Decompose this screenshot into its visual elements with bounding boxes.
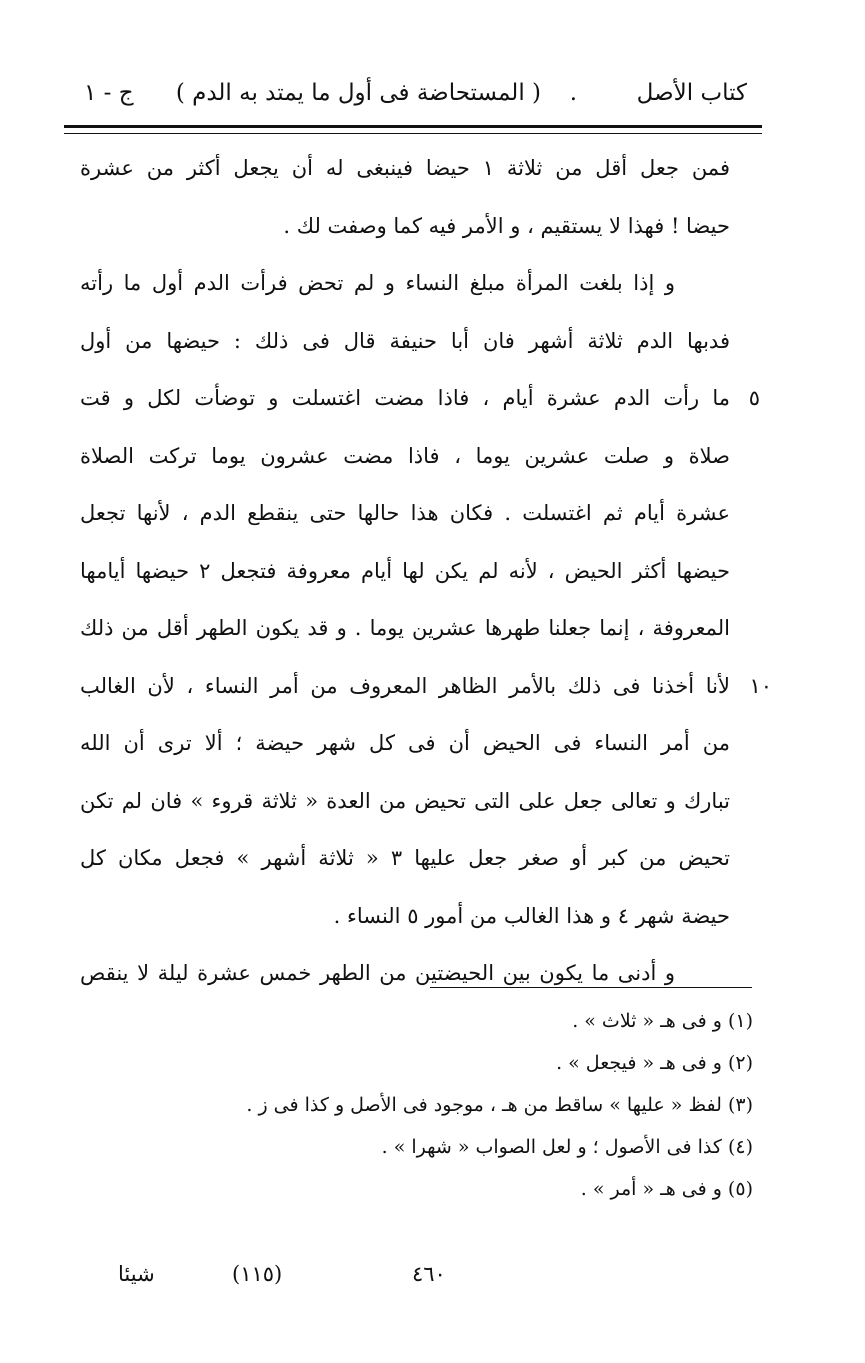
text-line-9: المعروفة ، إنما جعلنا طهرها عشرين يوما . و قد يكون الطهر أقل من ذلك [80, 616, 730, 640]
header-rule-thick [64, 125, 762, 128]
text-line-11: من أمر النساء فى الحيض أن فى كل شهر حيضة ؛ ألا ترى أن الله [80, 731, 730, 755]
text-line-6: صلاة و صلت عشرين يوما ، فاذا مضت عشرون يوما تركت الصلاة [80, 443, 730, 468]
volume-label: ج - ١ [84, 80, 134, 106]
text-line-3: و إذا بلغت المرأة مبلغ النساء و لم تحض فرأت الدم أول ما رأته [80, 271, 675, 295]
footnote-2: (٢) و فى هـ « فيجعل » . [556, 1052, 753, 1074]
text-line-10-content: لأنا أخذنا فى ذلك بالأمر الظاهر المعروف من أمر النساء ، لأن الغالب [80, 673, 730, 698]
text-line-14: حيضة شهر ٤ و هذا الغالب من أمور ٥ النساء . [333, 903, 730, 928]
text-line-5 [80, 370, 760, 428]
text-line-13: تحيض من كبر أو صغر جعل عليها ٣ « ثلاثة أشهر » فجعل مكان كل [80, 846, 730, 870]
text-line-8: حيضها أكثر الحيض ، لأنه لم يكن لها أيام معروفة فتجعل ٢ حيضها أيامها [80, 558, 730, 583]
text-line-12: تبارك و تعالى جعل على التى تحيض من العدة « ثلاثة قروء » فان لم تكن [80, 788, 730, 813]
text-line-10 [80, 658, 772, 716]
header-rule-thin [64, 133, 762, 134]
line-number-10: ١٠ [749, 673, 772, 698]
footnote-5: (٥) و فى هـ « أمر » . [580, 1178, 753, 1200]
footnote-rule [430, 987, 752, 988]
book-title: كتاب الأصل [636, 80, 747, 106]
line-number-5: ٥ [748, 386, 760, 410]
running-header [64, 80, 747, 116]
text-line-4: فدبها الدم ثلاثة أشهر فان أبا حنيفة قال فى ذلك : حيضها من أول [80, 328, 730, 353]
footnote-4: (٤) كذا فى الأصول ؛ و لعل الصواب « شهرا » . [381, 1136, 753, 1158]
main-text [80, 140, 772, 1003]
text-line-15: و أدنى ما يكون بين الحيضتين من الطهر خمس عشرة ليلة لا ينقص [80, 961, 675, 985]
header-separator: . [569, 80, 577, 106]
footnotes [193, 1000, 753, 1210]
page-number: ٤٦٠ [412, 1262, 446, 1286]
chapter-title: ( المستحاضة فى أول ما يمتد به الدم ) [175, 80, 541, 106]
text-line-1: فمن جعل أقل من ثلاثة ١ حيضا فينبغى له أن يجعل أكثر من عشرة [80, 156, 730, 180]
text-line-5-content: ما رأت الدم عشرة أيام ، فاذا مضت اغتسلت و توضأت لكل و قت [80, 386, 730, 410]
footnote-3: (٣) لفظ « عليها » ساقط من هـ ، موجود فى الأصل و كذا فى ز . [246, 1094, 753, 1116]
text-line-2: حيضا ! فهذا لا يستقيم ، و الأمر فيه كما وصفت لك . [283, 213, 730, 238]
volume-mark: (١١٥) [232, 1262, 283, 1286]
signature-catchword: شيئا [118, 1262, 155, 1286]
footnote-1: (١) و فى هـ « ثلاث » . [572, 1010, 753, 1032]
text-line-7: عشرة أيام ثم اغتسلت . فكان هذا حالها حتى ينقطع الدم ، لأنها تجعل [80, 501, 730, 525]
